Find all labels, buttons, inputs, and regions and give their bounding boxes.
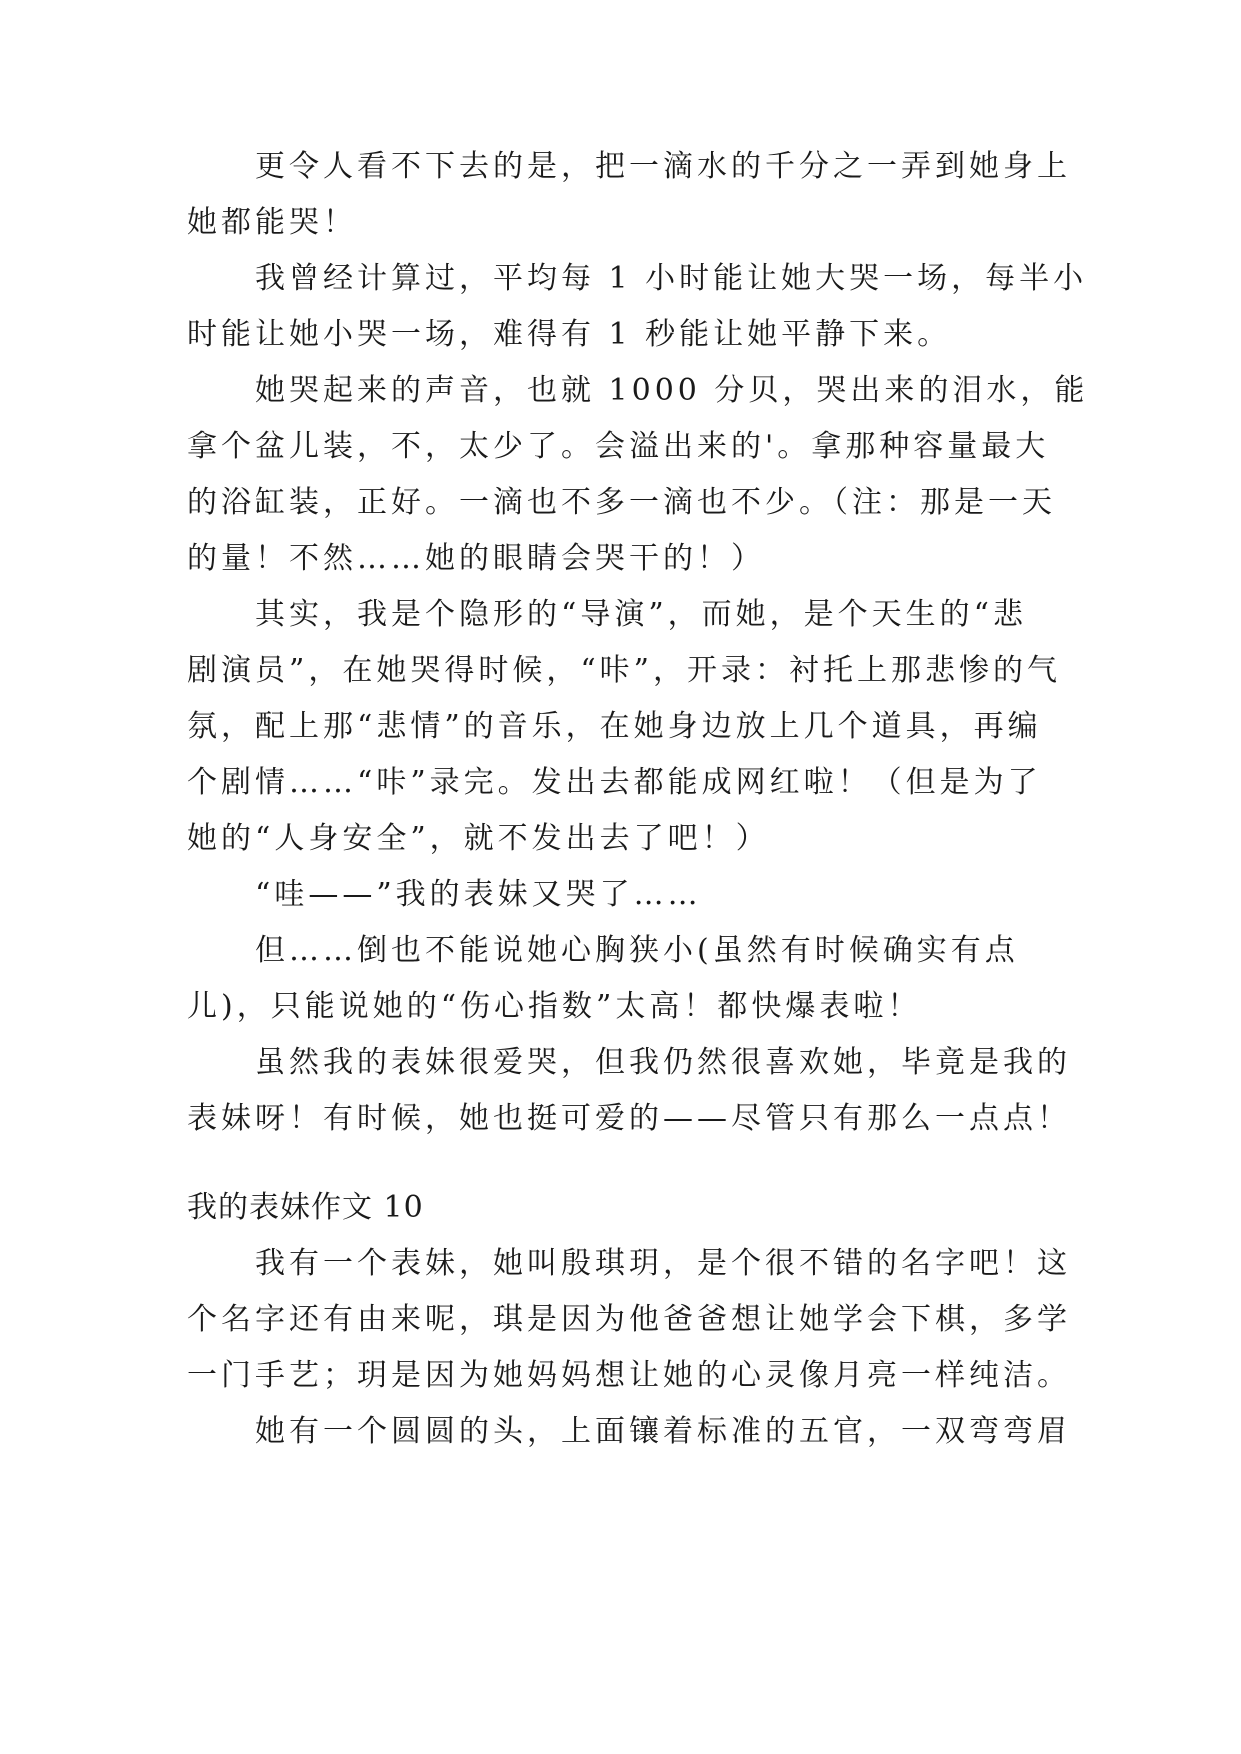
text-line: 我有一个表妹，她叫殷琪玥，是个很不错的名字吧！这 [255, 1246, 1071, 1281]
text-line: 她有一个圆圆的头，上面镶着标准的五官，一双弯弯眉 [255, 1414, 1071, 1449]
text-line: 更令人看不下去的是，把一滴水的千分之一弄到她身上 [255, 149, 1071, 184]
text-line: 她的“人身安全”，就不发出去了吧！） [187, 821, 770, 856]
text-line: 儿)，只能说她的“伤心指数”太高！都快爆表啦！ [187, 989, 922, 1024]
text-line: 拿个盆儿装，不，太少了。会溢出来的'。拿那种容量最大 [187, 429, 1050, 464]
text-line: 剧演员”，在她哭得时候，“咔”，开录：衬托上那悲惨的气 [187, 653, 1062, 688]
text-line: 我曾经计算过，平均每 1 小时能让她大哭一场，每半小 [255, 261, 1088, 296]
text-line: 她哭起来的声音，也就 1000 分贝，哭出来的泪水，能 [255, 373, 1089, 408]
text-line: 个名字还有由来呢，琪是因为他爸爸想让她学会下棋，多学 [187, 1302, 1071, 1337]
text-line: 的量！不然……她的眼睛会哭干的！） [187, 541, 765, 576]
text-line: 时能让她小哭一场，难得有 1 秒能让她平静下来。 [187, 317, 952, 352]
text-line: 氛，配上那“悲情”的音乐，在她身边放上几个道具，再编 [187, 709, 1042, 744]
text-line: 一门手艺；玥是因为她妈妈想让她的心灵像月亮一样纯洁。 [187, 1358, 1071, 1393]
text-line: 的浴缸装，正好。一滴也不多一滴也不少。（注：那是一天 [187, 485, 1056, 520]
text-line: “哇——”我的表妹又哭了…… [255, 877, 702, 912]
text-line: 但……倒也不能说她心胸狭小(虽然有时候确实有点 [255, 933, 1019, 968]
section-heading: 我的表妹作文 10 [187, 1190, 424, 1225]
text-line: 虽然我的表妹很爱哭，但我仍然很喜欢她，毕竟是我的 [255, 1045, 1071, 1080]
text-line: 表妹呀！有时候，她也挺可爱的——尽管只有那么一点点！ [187, 1101, 1071, 1136]
text-line: 个剧情……“咔”录完。发出去都能成网红啦！（但是为了 [187, 765, 1042, 800]
text-line: 她都能哭！ [187, 205, 357, 240]
text-line: 其实，我是个隐形的“导演”，而她，是个天生的“悲 [255, 597, 1028, 632]
